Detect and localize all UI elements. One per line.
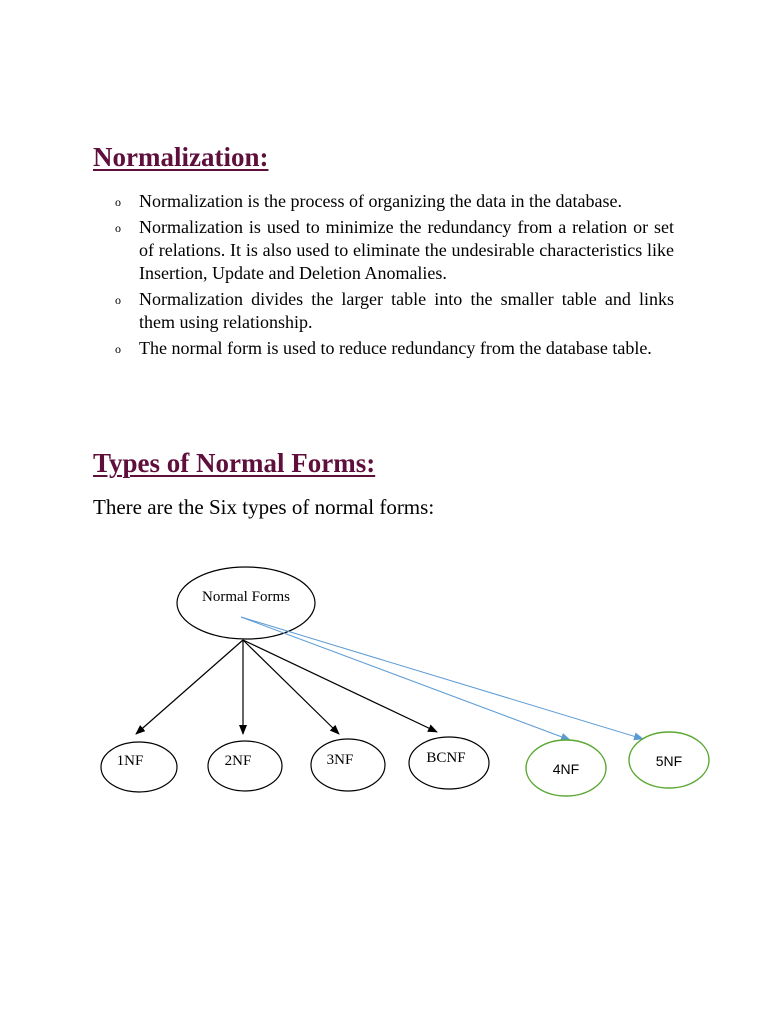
bullet-text: Normalization is the process of organizing the data in the database. [139, 191, 623, 211]
node-5nf-label: 5NF [655, 753, 683, 769]
bullet-circle-icon: o [115, 221, 121, 235]
bullet-circle-icon: o [115, 342, 121, 356]
node-1nf-label: 1NF [116, 753, 144, 769]
node-bcnf-label: BCNF [426, 750, 466, 766]
edge-root-1nf [136, 640, 243, 734]
page-title: Normalization: [93, 142, 269, 172]
section-heading: Types of Normal Forms: [93, 448, 376, 478]
root-node-label: Normal Forms [202, 589, 290, 605]
bullet-text: The normal form is used to reduce redundancy from the database table. [139, 338, 652, 358]
bullet-text: Normalization is used to minimize the redundancy from a relation or set of relations. It is also used to eliminate the undesirable characteristics like Insertion, Update and Deletion Anomalies. [139, 217, 674, 283]
node-4nf-label: 4NF [552, 761, 580, 777]
node-3nf-label: 3NF [326, 752, 354, 768]
bullet-circle-icon: o [115, 195, 121, 209]
edge-root-3nf [243, 640, 339, 734]
edge-root-4nf [241, 617, 570, 740]
bullet-text: Normalization divides the larger table into the smaller table and links them using relationship. [139, 289, 674, 332]
node-2nf-label: 2NF [224, 753, 252, 769]
edge-root-5nf [241, 617, 643, 739]
intro-paragraph: There are the Six types of normal forms: [93, 495, 435, 519]
bullet-circle-icon: o [115, 293, 121, 307]
